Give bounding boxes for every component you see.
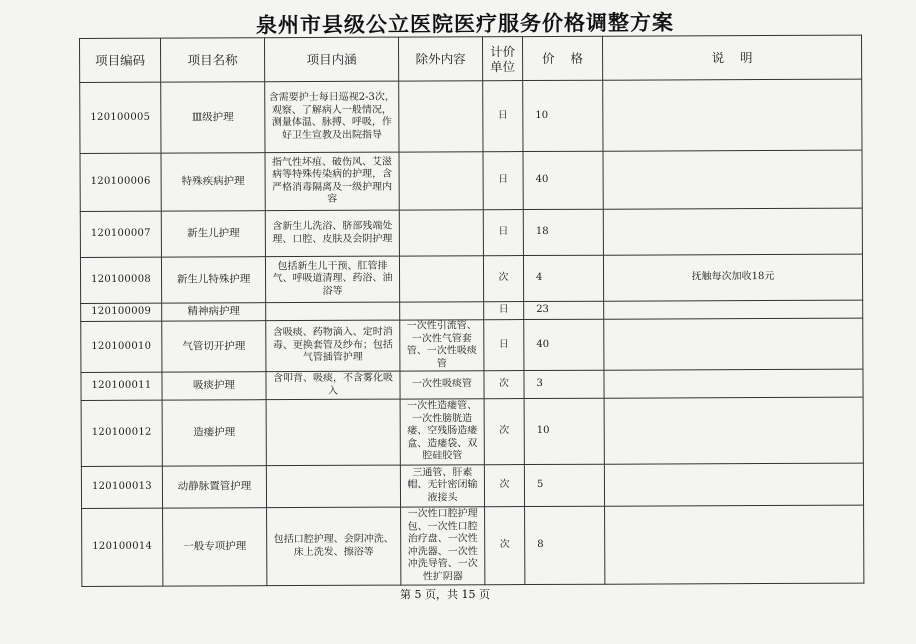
row-note: [604, 369, 863, 398]
row-unit: 次: [484, 371, 524, 399]
row-content: [266, 302, 400, 321]
row-code: 120100006: [80, 153, 161, 211]
row-price: 5: [524, 464, 604, 506]
row-unit: 日: [484, 320, 524, 371]
row-price: 10: [524, 398, 604, 464]
row-unit: 次: [484, 399, 524, 465]
table-row: [81, 397, 863, 466]
row-price: 10: [523, 80, 603, 151]
row-unit: 次: [484, 465, 524, 507]
header-price: 价 格: [522, 36, 602, 80]
header-code: 项目编码: [80, 38, 161, 82]
row-name: Ⅲ级护理: [161, 82, 265, 153]
row-code: 120100010: [81, 321, 162, 372]
row-content: 包括新生儿干预、肛管排气、呼吸道清理、药浴、油浴等: [265, 256, 399, 303]
row-note: [605, 505, 864, 584]
row-exclusion: 一次性吸痰管: [400, 371, 484, 399]
row-price: 40: [524, 319, 604, 370]
row-code: 120100011: [81, 372, 162, 400]
row-note: [604, 300, 863, 319]
row-price: 23: [524, 301, 604, 319]
table-row: [81, 463, 863, 508]
row-code: 120100005: [80, 82, 161, 153]
row-name: 动静脉置管护理: [162, 466, 266, 508]
header-exclusion: 除外内容: [398, 37, 482, 81]
row-exclusion: 一次性造瘘管、一次性膀胱造瘘、空残肠造瘘盒、造瘘袋、双腔硅胶管: [400, 399, 484, 465]
row-price: 3: [524, 370, 604, 398]
row-unit: 日: [483, 152, 523, 210]
row-price: 8: [525, 506, 605, 584]
row-content: [266, 399, 400, 466]
header-name: 项目名称: [161, 38, 265, 82]
row-name: 造瘘护理: [162, 400, 266, 466]
row-content: 含叩背、吸痰，不含雾化吸入: [266, 371, 400, 400]
row-code: 120100014: [82, 508, 163, 586]
row-unit: 日: [483, 81, 523, 152]
row-name: 一般专项护理: [163, 508, 267, 586]
page-title: 泉州市县级公立医院医疗服务价格调整方案: [255, 9, 675, 38]
row-name: 新生儿特殊护理: [161, 257, 265, 303]
row-code: 120100008: [80, 257, 161, 303]
row-exclusion: 一次性引流管、一次性气管套管、一次性吸痰管: [400, 320, 484, 371]
row-unit: 次: [485, 507, 525, 585]
table-header-row: [80, 35, 862, 82]
row-name: 吸痰护理: [162, 372, 266, 400]
price-table: [79, 35, 864, 587]
table-row: [80, 150, 862, 211]
table-row: [81, 369, 863, 400]
row-note: [603, 150, 862, 209]
header-content: 项目内涵: [265, 37, 399, 82]
row-note: [604, 318, 863, 370]
row-price: 4: [523, 255, 603, 301]
row-exclusion: [399, 81, 483, 152]
row-exclusion: 三通管、肝素帽、无针密闭输液接头: [400, 465, 484, 507]
row-content: 含吸痰、药物滴入、定时消毒、更换套管及纱布；包括气管插管护理: [266, 320, 400, 372]
header-note: 说 明: [602, 35, 861, 80]
row-price: 40: [523, 151, 603, 209]
row-content: 指气性坏疽、破伤风、艾滋病等特殊传染病的护理，含严格消毒隔离及一级护理内容: [265, 152, 399, 211]
row-name: 精神病护理: [162, 303, 266, 321]
row-code: 120100012: [81, 400, 162, 466]
row-code: 120100007: [80, 211, 161, 257]
table-row: [81, 318, 863, 372]
row-unit: 日: [484, 302, 524, 320]
row-note: [604, 463, 863, 506]
row-content: [266, 465, 400, 508]
table-row: [80, 208, 862, 257]
page-footer: 第 5 页，共 15 页: [400, 588, 490, 601]
row-exclusion: [400, 302, 484, 320]
row-unit: 日: [483, 210, 523, 256]
row-price: 18: [523, 209, 603, 255]
row-note: 抚触每次加收18元: [603, 254, 862, 301]
row-content: 含新生儿洗浴、脐部残端处理、口腔、皮肤及会阴护理: [265, 210, 399, 257]
row-exclusion: [399, 256, 483, 302]
row-code: 120100013: [81, 466, 162, 508]
row-code: 120100009: [81, 303, 162, 321]
row-name: 特殊疾病护理: [161, 153, 265, 211]
row-note: [603, 79, 862, 151]
row-exclusion: [399, 210, 483, 256]
row-content: 包括口腔护理、会阴冲洗、床上洗发、擦浴等: [267, 507, 401, 586]
header-unit: 计价单位: [482, 37, 522, 81]
row-note: [604, 397, 863, 464]
row-name: 气管切开护理: [162, 321, 266, 372]
row-content: 含需要护士每日巡视2-3次，观察、了解病人一般情况，测量体温、脉搏、呼吸，作好卫生宣教及出院指导: [265, 81, 399, 153]
row-unit: 次: [483, 256, 523, 302]
table-row: [80, 79, 862, 153]
row-exclusion: [399, 152, 483, 210]
row-note: [603, 208, 862, 255]
table-row: [80, 254, 862, 303]
row-exclusion: 一次性口腔护理包、一次性口腔治疗盘、一次性冲洗器、一次性冲洗导管、一次性扩阴器: [401, 507, 485, 585]
table-row: [82, 505, 864, 586]
row-name: 新生儿护理: [161, 211, 265, 257]
